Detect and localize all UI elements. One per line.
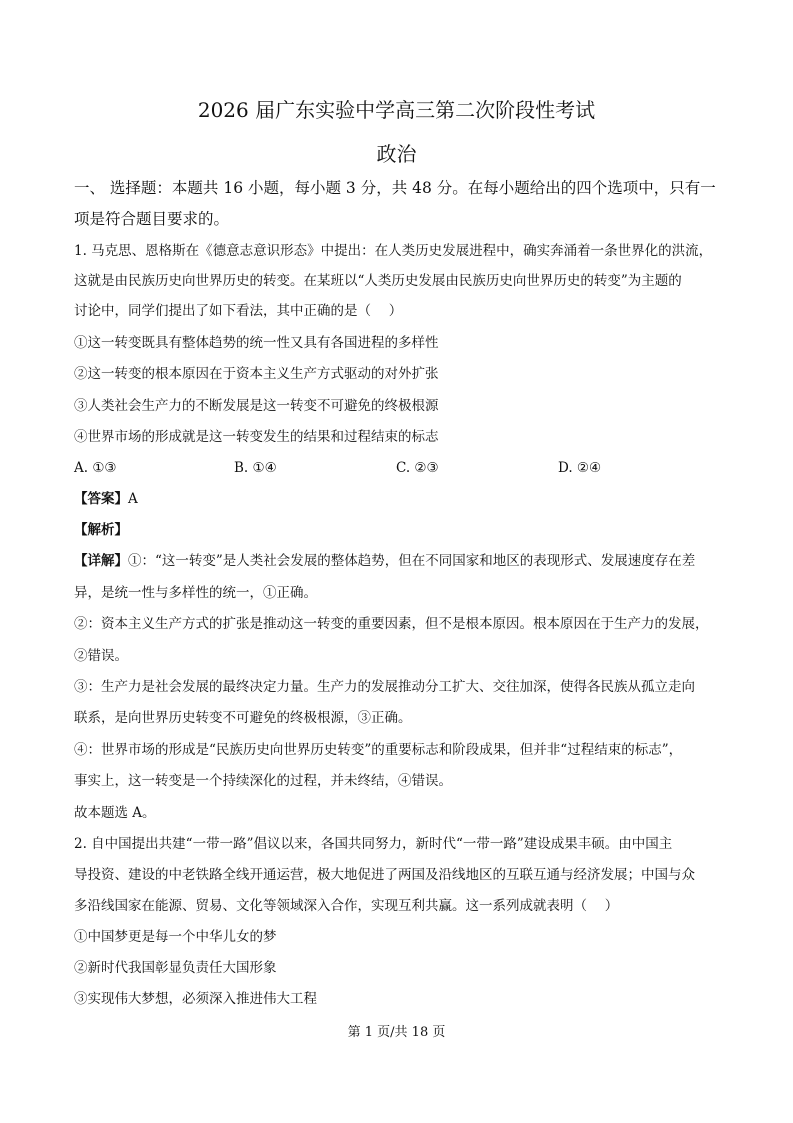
q1-statement-4: ④世界市场的形成就是这一转变发生的结果和过程结束的标志 [74,429,439,445]
q2-stem-line-3: 多沿线国家在能源、贸易、文化等领域深入合作，实现互利共赢。这一系列成就表明（ ） [74,898,619,914]
q1-stem-line-1: 1. 马克思、恩格斯在《德意志意识形态》中提出：在人类历史发展进程中，确实奔涌着一条世界化的洪流， [74,243,713,259]
q1-statement-1: ①这一转变既具有整体趋势的统一性又具有各国进程的多样性 [74,335,439,351]
exam-title: 2026 届广东实验中学高三第二次阶段性考试 [197,98,596,122]
q1-analysis-line-1 [74,552,724,570]
q1-option-a: A. ①③ [74,460,117,476]
q1-option-d: D. ②④ [558,460,602,476]
q1-analysis-line-6: 联系，是向世界历史转变不可避免的终极根源，③正确。 [74,710,412,726]
q2-statement-1: ①中国梦更是每一个中华儿女的梦 [74,929,277,945]
q1-answer [74,490,724,508]
q1-analysis-tag [74,521,724,539]
q1-analysis-line-3: ②：资本主义生产方式的扩张是推动这一转变的重要因素，但不是根本原因。根本原因在于生产力的发展， [74,616,709,632]
q1-analysis-line-9: 故本题选 A。 [74,805,156,821]
q1-analysis-line-7: ④：世界市场的形成是“民族历史向世界历史转变”的重要标志和阶段成果，但并非“过程结束的标志”， [74,742,683,758]
q1-analysis-line-4: ②错误。 [74,648,128,664]
q2-stem-line-2: 导投资、建设的中老铁路全线开通运营，极大地促进了两国及沿线地区的互联互通与经济发展；中国与众 [74,867,695,883]
analysis-text: ①：“这一转变”是人类社会发展的整体趋势，但在不同国家和地区的表现形式、发展速度存在差 [128,553,696,569]
q1-stem-line-3: 讨论中，同学们提出了如下看法，其中正确的是（ ） [74,303,403,319]
q1-analysis-line-5: ③：生产力是社会发展的最终决定力量。生产力的发展推动分工扩大、交往加深，使得各民族从孤立走向 [74,679,695,695]
section-instruction-line-1: 一、 选择题：本题共 16 小题，每小题 3 分，共 48 分。在每小题给出的四个选项中，只有一 [74,179,716,197]
q2-stem-line-1: 2. 自中国提出共建“一带一路”倡议以来，各国共同努力，新时代“一带一路”建设成果丰硕。由中国主 [74,836,673,852]
q1-option-b: B. ①④ [234,460,277,476]
q1-statement-2: ②这一转变的根本原因在于资本主义生产方式驱动的对外扩张 [74,366,439,382]
answer-tag: 【答案】 [74,491,128,507]
q1-stem-line-2: 这就是由民族历史向世界历史的转变。在某班以“人类历史发展由民族历史向世界历史的转变”为主题的 [74,273,682,289]
page-footer: 第 1 页/共 18 页 [347,1025,446,1040]
q2-statement-2: ②新时代我国彰显负责任大国形象 [74,960,277,976]
detail-tag: 【详解】 [74,553,128,569]
section-instruction-line-2: 项是符合题目要求的。 [74,210,230,228]
q1-analysis-line-2: 异，是统一性与多样性的统一，①正确。 [74,585,317,601]
q1-analysis-line-8: 事实上，这一转变是一个持续深化的过程，并未终结，④错误。 [74,773,452,789]
subject-title: 政治 [376,142,417,166]
q2-statement-3: ③实现伟大梦想，必须深入推进伟大工程 [74,991,317,1007]
q1-option-c: C. ②③ [396,460,439,476]
q1-statement-3: ③人类社会生产力的不断发展是这一转变不可避免的终极根源 [74,398,439,414]
answer-value: A [128,491,138,507]
analysis-tag: 【解析】 [74,522,128,538]
